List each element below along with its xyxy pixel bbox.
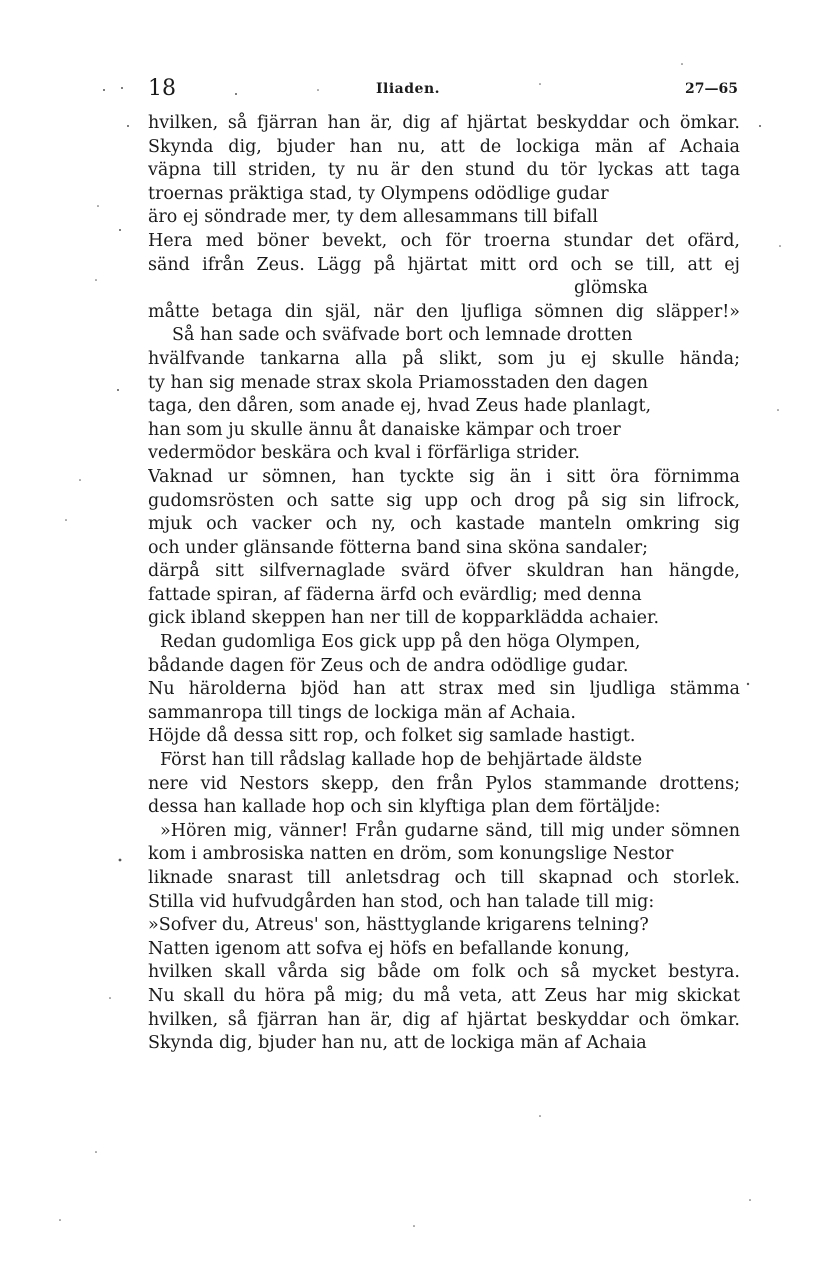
text-line: Nu härolderna bjöd han att strax med sin ljudliga stämma <box>148 679 740 700</box>
text-line: Så han sade och sväfvade bort och lemnade drotten <box>172 325 633 346</box>
text-line: Skynda dig, bjuder han nu, att de lockiga män af Achaia <box>148 1033 647 1054</box>
text-line: Redan gudomliga Eos gick upp på den höga Olympen, <box>160 632 641 653</box>
text-line: Skynda dig, bjuder han nu, att de lockiga män af Achaia <box>148 136 740 157</box>
text-line: Först han till rådslag kallade hop de behjärtade äldste <box>160 750 643 771</box>
page-header <box>0 76 816 102</box>
text-line: fattade spiran, af fäderna ärfd och evärdlig; med denna <box>148 584 642 605</box>
text-line: taga, den dåren, som anade ej, hvad Zeus hade planlagt, <box>148 396 652 417</box>
text-line: därpå sitt silfvernaglade svärd öfver skuldran han hängde, <box>148 561 740 582</box>
text-line: Vaknad ur sömnen, han tyckte sig än i sitt öra förnimma <box>148 466 740 487</box>
text-line: äro ej söndrade mer, ty dem allesammans till bifall <box>148 207 598 228</box>
text-line: gudomsrösten och satte sig upp och drog på sig sin lifrock, <box>148 490 740 511</box>
text-line: sammanropa till tings de lockiga män af Achaia. <box>148 702 576 723</box>
text-line: hvilken, så fjärran han är, dig af hjärtat beskyddar och ömkar. <box>148 113 740 133</box>
text-line: Höjde då dessa sitt rop, och folket sig samlade hastigt. <box>148 726 636 747</box>
text-line: Stilla vid hufvudgården han stod, och han talade till mig: <box>148 891 655 912</box>
text-line: kom i ambrosiska natten en dröm, som konungslige Nestor <box>148 844 674 865</box>
text-line: Natten igenom att sofva ej höfs en befallande konung, <box>148 938 630 959</box>
text-line: hvälfvande tankarna alla på slikt, som ju ej skulle hända; <box>148 348 740 369</box>
verse-text <box>148 112 740 1056</box>
text-line: glömska <box>574 278 648 299</box>
text-line: mjuk och vacker och ny, och kastade manteln omkring sig <box>148 514 740 535</box>
printer-signature: 27—65 <box>685 81 738 97</box>
text-line: liknade snarast till anletsdrag och till skapnad och storlek. <box>148 868 740 888</box>
text-line: troernas präktiga stad, ty Olympens odödlige gudar <box>148 183 609 204</box>
text-line: bådande dagen för Zeus och de andra odödlige gudar. <box>148 655 629 676</box>
text-line: »Sofver du, Atreus' son, hästtyglande krigarens telning? <box>148 915 649 936</box>
text-line: Hera med böner bevekt, och för troerna stundar det ofärd, <box>148 230 740 251</box>
running-title: Iliaden. <box>375 81 440 97</box>
text-line: vedermödor beskära och kval i förfärliga strider. <box>148 443 580 464</box>
text-line: hvilken, så fjärran han är, dig af hjärtat beskyddar och ömkar. <box>148 1009 740 1030</box>
text-line: Nu skall du höra på mig; du må veta, att Zeus har mig skickat <box>148 985 740 1006</box>
text-line: nere vid Nestors skepp, den från Pylos stammande drottens; <box>148 773 740 794</box>
page-number: 18 <box>148 76 176 101</box>
text-line: »Hören mig, vänner! Från gudarne sänd, till mig under sömnen <box>160 820 740 841</box>
text-line: han som ju skulle ännu åt danaiske kämpar och troer <box>148 419 621 440</box>
text-line: väpna till striden, ty nu är den stund du tör lyckas att taga <box>148 160 740 181</box>
text-line: ty han sig menade strax skola Priamosstaden den dagen <box>148 372 649 393</box>
text-line: hvilken skall vårda sig både om folk och så mycket bestyra. <box>148 962 740 983</box>
text-line: sänd ifrån Zeus. Lägg på hjärtat mitt ord och se till, att ej <box>148 254 740 275</box>
text-line: dessa han kallade hop och sin klyftiga plan dem förtäljde: <box>148 797 661 818</box>
text-line: gick ibland skeppen han ner till de kopparklädda achaier. <box>148 608 660 629</box>
text-line: måtte betaga din själ, när den ljufliga sömnen dig släpper!» <box>148 301 740 322</box>
text-line: och under glänsande fötterna band sina sköna sandaler; <box>148 537 649 558</box>
